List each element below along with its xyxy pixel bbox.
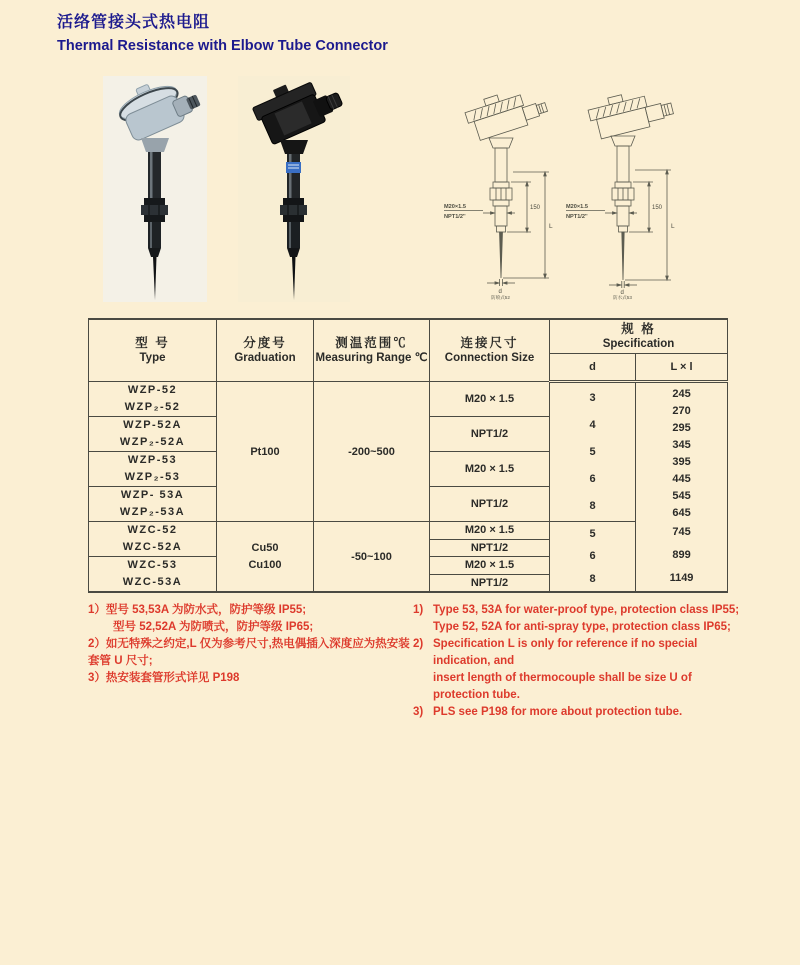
col-header-d: d (550, 354, 636, 382)
col-header-graduation-en: Graduation (234, 352, 296, 364)
type-cell-wzc52 (89, 522, 217, 557)
lxl-value: 545 (672, 489, 691, 502)
type-cell-wzp52 (89, 382, 217, 417)
dim-L-label: L (549, 223, 553, 230)
thread-label-npt: NPT1/2'' (444, 214, 466, 220)
lxl-value: 1149 (669, 571, 694, 584)
dim-d-label: d (620, 290, 624, 296)
page-title-english: Thermal Resistance with Elbow Tube Connector (57, 38, 388, 54)
footnote-line: 套管 U 尺寸; (88, 655, 153, 667)
col-header-type-en: Type (139, 352, 166, 364)
lxl-value: 745 (672, 526, 691, 539)
footnote-line: Specification L is only for reference if no special indication, and (433, 638, 698, 667)
type-label: WZP-53 (127, 454, 178, 466)
footnote-item (413, 602, 748, 636)
dim-L-label: L (671, 223, 675, 230)
col-header-connection-size (430, 319, 550, 382)
graduation-cu100-label: Cu100 (248, 558, 282, 571)
drawing-caption-type53: 防水式53 (613, 295, 632, 300)
type-cell-wzc53 (89, 557, 217, 593)
type-label: WZC-52A (122, 541, 183, 553)
lxl-value: 245 (672, 387, 691, 400)
dim-150-label: 150 (530, 205, 541, 211)
lxl-value: 645 (672, 506, 691, 519)
d-value: 5 (589, 527, 596, 540)
product-photo-black-head (238, 76, 350, 302)
lxl-value: 395 (672, 455, 691, 468)
specification-table (88, 318, 728, 593)
footnote-line: 型号 52,52A 为防喷式，防护等级 IP65; (113, 621, 314, 633)
col-header-graduation-zh: 分度号 (243, 336, 287, 350)
footnote-number: 3) (413, 706, 424, 718)
col-header-connection-en: Connection Size (444, 352, 535, 364)
drawing-caption-type52: 防喷式52 (491, 295, 510, 300)
connection-cell: M20 × 1.5 (430, 452, 550, 487)
d-value: 8 (589, 573, 596, 586)
table-row (89, 382, 728, 400)
col-header-range-zh: 测温范围℃ (335, 336, 408, 350)
col-header-spec-en: Specification (602, 338, 675, 350)
lxl-value: 295 (672, 421, 691, 434)
footnote-line: 1）型号 53,53A 为防水式，防护等级 IP55; (88, 604, 307, 616)
col-header-type-zh: 型 号 (135, 336, 170, 350)
type-label: WZC-52 (127, 524, 178, 536)
thread-label-m20: M20×1.5 (444, 204, 466, 210)
type-label: WZC-53A (122, 576, 183, 588)
range-pt-cell: -200~500 (314, 382, 430, 522)
footnote-item (413, 704, 748, 721)
graduation-cu-cell (217, 522, 314, 593)
footnote-line: insert length of thermocouple shall be size U of protection tube. (433, 672, 692, 701)
footnote-number: 2) (413, 638, 424, 650)
d-values-pt-cell (550, 382, 636, 522)
footnote-line: 3）热安装套管形式详见 P198 (88, 672, 240, 684)
page-title-block (57, 9, 388, 54)
footnote-line: PLS see P198 for more about protection tube. (433, 706, 683, 718)
connection-cell: NPT1/2 (430, 574, 550, 592)
d-value: 3 (589, 391, 596, 404)
d-values-cu-cell (550, 522, 636, 593)
connection-cell: NPT1/2 (430, 539, 550, 557)
footnote-item (413, 636, 748, 704)
graduation-cu50-label: Cu50 (251, 541, 279, 554)
lxl-values-cell (636, 382, 728, 593)
lxl-value: 445 (672, 472, 691, 485)
type-cell-wzp52a (89, 417, 217, 452)
dim-150-label: 150 (652, 205, 663, 211)
connection-cell: M20 × 1.5 (430, 522, 550, 540)
type-label: WZP₂-52 (124, 401, 181, 413)
d-value: 5 (589, 445, 596, 458)
col-header-lxl: L × l (636, 354, 728, 382)
col-header-connection-zh: 连接尺寸 (460, 336, 519, 350)
lxl-value: 270 (672, 404, 691, 417)
thread-label-npt: NPT1/2'' (566, 214, 588, 220)
footnotes-english (413, 602, 748, 721)
thread-label-m20: M20×1.5 (566, 204, 588, 210)
page-title-chinese: 活络管接头式热电阻 (57, 14, 211, 31)
col-header-type (89, 319, 217, 382)
connection-cell: NPT1/2 (430, 417, 550, 452)
type-label: WZP-52 (127, 384, 178, 396)
dim-d-label: d (498, 289, 502, 295)
lxl-value: 345 (672, 438, 691, 451)
type-label: WZP₂-52A (119, 436, 186, 448)
footnote-line: Type 52, 52A for anti-spray type, protection class IP65; (433, 621, 731, 633)
lxl-value: 899 (672, 548, 691, 561)
connection-cell: M20 × 1.5 (430, 382, 550, 417)
footnotes-chinese (88, 602, 410, 687)
col-header-range-en: Measuring Range ℃ (315, 352, 428, 364)
d-value: 8 (589, 500, 596, 513)
type-label: WZP- 53A (120, 489, 185, 501)
type-label: WZC-53 (127, 559, 178, 571)
range-cu-cell: -50~100 (314, 522, 430, 593)
type-cell-wzp53a (89, 487, 217, 522)
connection-cell: M20 × 1.5 (430, 557, 550, 575)
technical-drawing-type52 (443, 82, 565, 300)
d-value: 4 (589, 418, 596, 431)
connection-cell: NPT1/2 (430, 487, 550, 522)
type-label: WZP₂-53 (124, 471, 181, 483)
technical-drawing-type53 (565, 82, 687, 300)
d-value: 6 (589, 550, 596, 563)
col-header-spec-zh: 规 格 (621, 322, 656, 336)
type-cell-wzp53 (89, 452, 217, 487)
footnote-number: 1) (413, 604, 424, 616)
col-header-measuring-range (314, 319, 430, 382)
product-photo-gray-head (103, 76, 207, 302)
graduation-pt100-cell: Pt100 (217, 382, 314, 522)
col-header-graduation (217, 319, 314, 382)
table-row (89, 522, 728, 540)
footnote-line: 2）如无特殊之约定,L 仅为参考尺寸,热电偶插入深度应为热安装 (88, 638, 410, 650)
type-label: WZP-52A (123, 419, 182, 431)
type-label: WZP₂-53A (119, 506, 186, 518)
d-value: 6 (589, 473, 596, 486)
footnote-line: Type 53, 53A for water-proof type, protection class IP55; (433, 604, 740, 616)
col-header-specification (550, 319, 728, 354)
